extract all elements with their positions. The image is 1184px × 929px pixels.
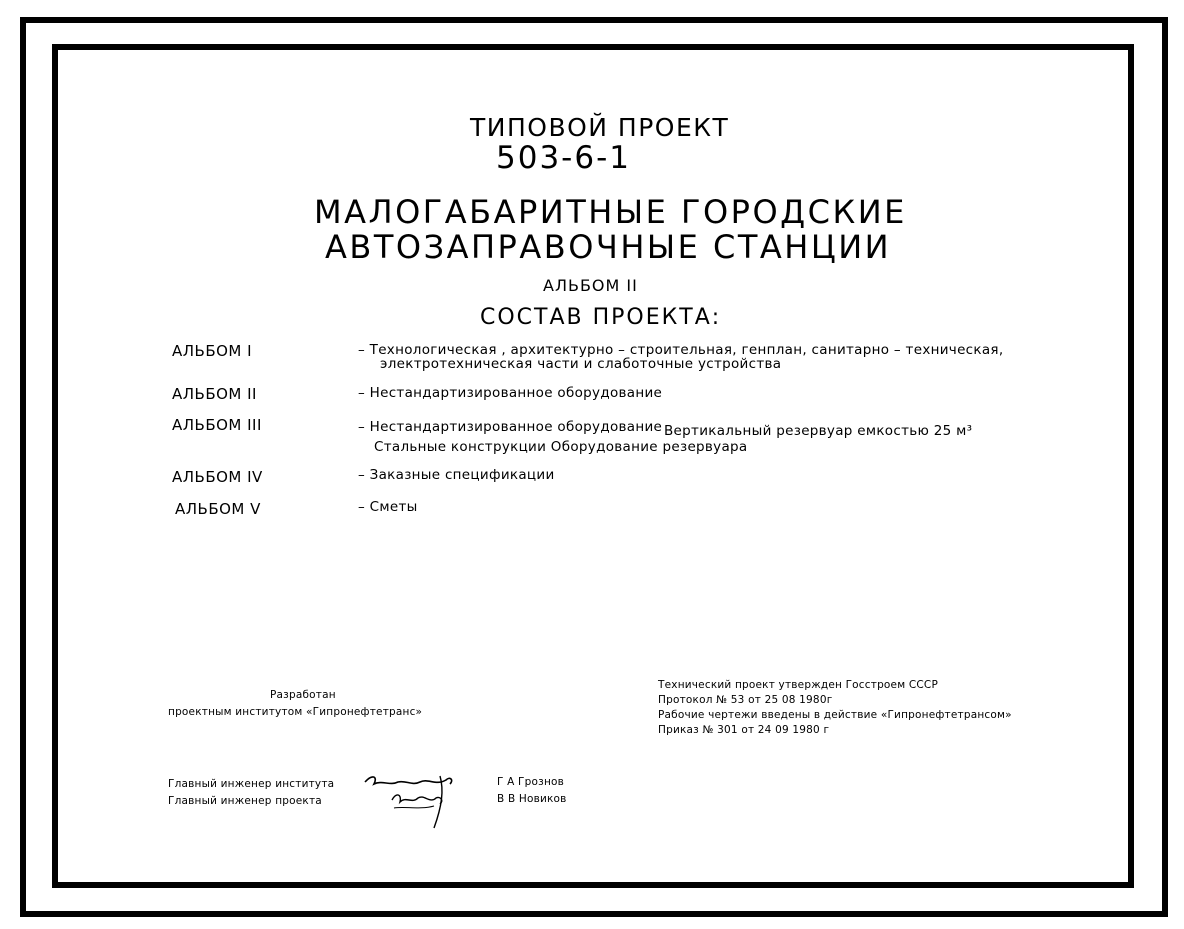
signature-name-2: В В Новиков bbox=[497, 793, 567, 805]
handwritten-signatures bbox=[360, 770, 460, 830]
approval-line1: Технический проект утвержден Госстроем СССР bbox=[658, 679, 939, 691]
album-desc-1-line2: электротехническая части и слаботочные устройства bbox=[380, 356, 782, 372]
developed-institute: проектным институтом «Гипронефтетранс» bbox=[168, 706, 423, 718]
album-desc-3-line2: Стальные конструкции Оборудование резервуара bbox=[374, 439, 748, 455]
album-desc-2-line1: – Нестандартизированное оборудование bbox=[358, 385, 663, 401]
composition-title: СОСТАВ ПРОЕКТА: bbox=[480, 305, 722, 330]
album-desc-4-line1: – Заказные спецификации bbox=[358, 467, 555, 483]
approval-line4: Приказ № 301 от 24 09 1980 г bbox=[658, 724, 830, 736]
album-desc-1-line1: – Технологическая , архитектурно – строительная, генплан, санитарно – техническая, bbox=[358, 342, 1004, 358]
project-type-title: ТИПОВОЙ ПРОЕКТ bbox=[470, 113, 730, 142]
approval-line2: Протокол № 53 от 25 08 1980г bbox=[658, 694, 833, 706]
signature-role-2: Главный инженер проекта bbox=[168, 795, 322, 807]
album-label-1: АЛЬБОМ I bbox=[172, 342, 253, 360]
album-subtitle: АЛЬБОМ II bbox=[543, 276, 638, 295]
album-desc-3-line1: – Нестандартизированное оборудование bbox=[358, 419, 663, 435]
album-label-3: АЛЬБОМ III bbox=[172, 416, 262, 434]
signature-name-1: Г А Грознов bbox=[497, 776, 565, 788]
album-desc-5-line1: – Сметы bbox=[358, 499, 418, 515]
album-label-2: АЛЬБОМ II bbox=[172, 385, 257, 403]
album-label-5: АЛЬБОМ V bbox=[175, 500, 261, 518]
approval-line3: Рабочие чертежи введены в действие «Гипронефтетрансом» bbox=[658, 709, 1012, 721]
album-label-4: АЛЬБОМ IV bbox=[172, 468, 263, 486]
project-number: 503-6-1 bbox=[496, 140, 631, 176]
developed-label: Разработан bbox=[270, 689, 336, 701]
album-desc-3-line1b: Вертикальный резервуар емкостью 25 м³ bbox=[664, 423, 973, 439]
main-heading-line2: АВТОЗАПРАВОЧНЫЕ СТАНЦИИ bbox=[325, 228, 892, 266]
main-heading-line1: МАЛОГАБАРИТНЫЕ ГОРОДСКИЕ bbox=[314, 193, 907, 231]
signature-role-1: Главный инженер института bbox=[168, 778, 335, 790]
